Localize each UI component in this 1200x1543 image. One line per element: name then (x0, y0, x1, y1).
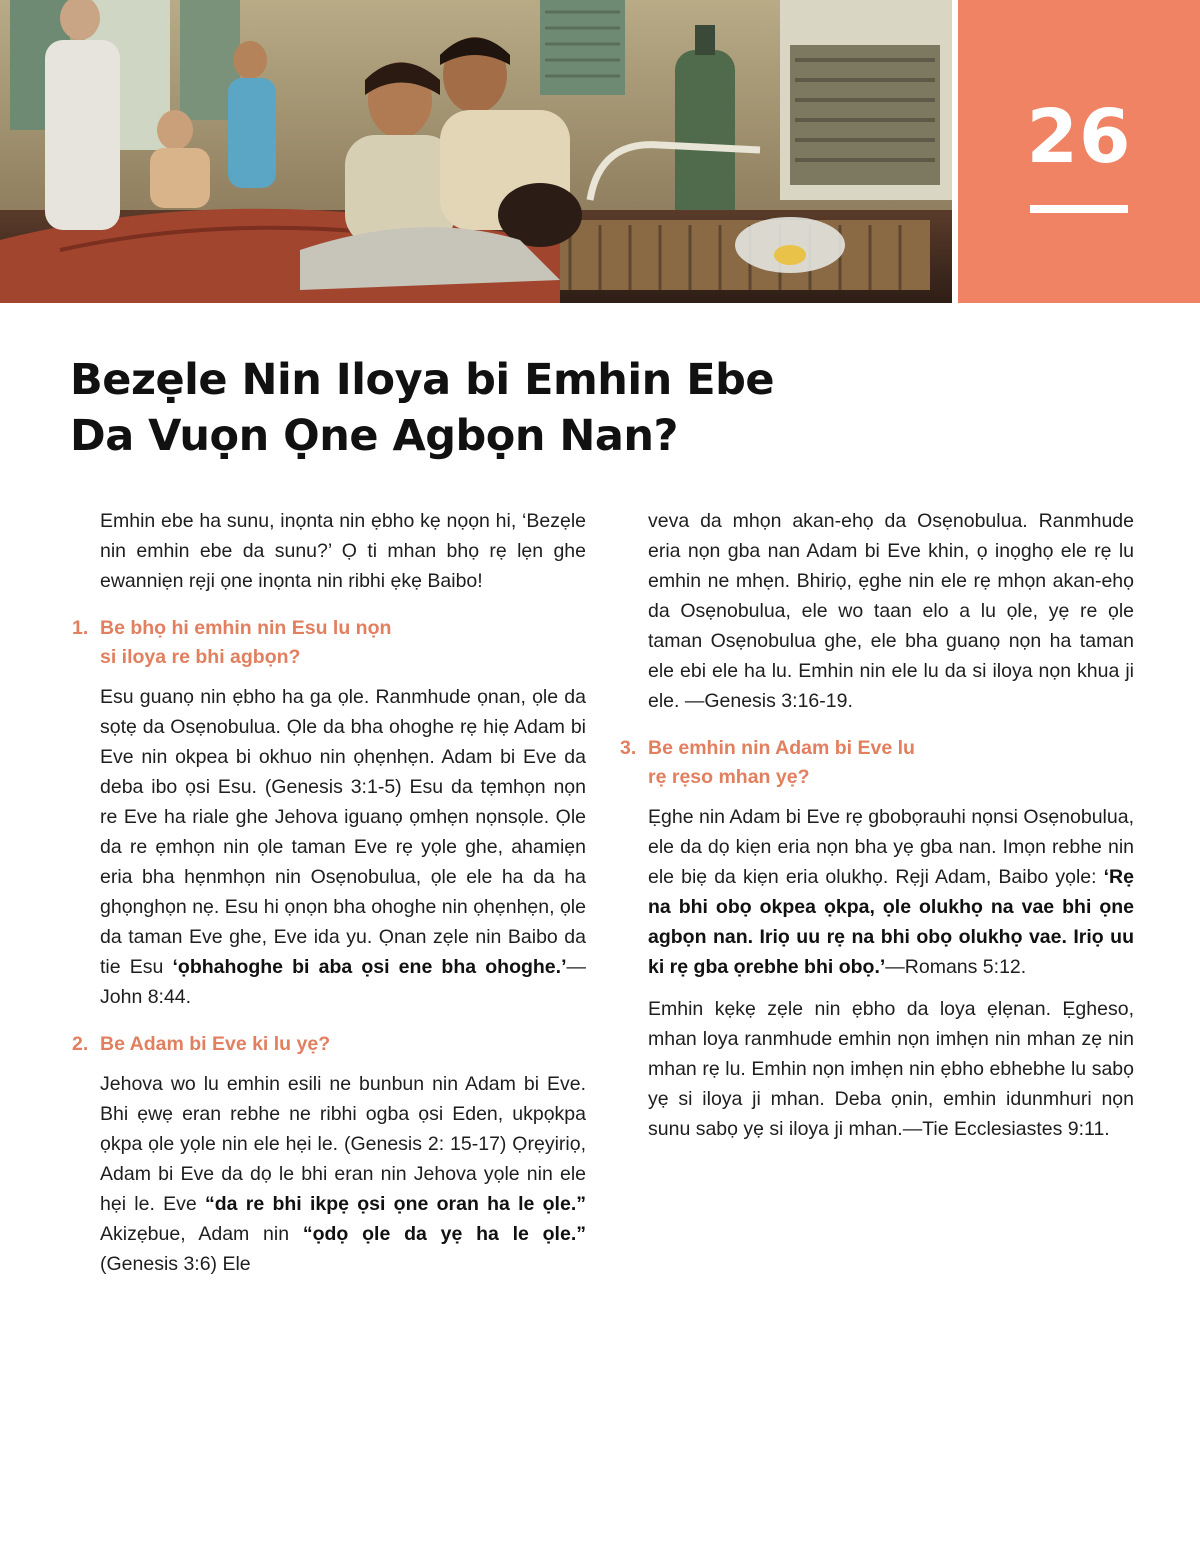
lesson-number: 26 (1026, 94, 1132, 180)
question-3-line1: Be emhin nin Adam bi Eve lu (648, 737, 915, 759)
question-3-reference: —Romans 5:12. (885, 956, 1027, 978)
question-2-text-a: Jehova wo lu emhin esili ne bunbun nin Adam bi Eve. Bhi ẹwẹ eran rebhe ne ribhi ogba ọsi Eden, ukpọkpa ọkpa ọle yọle nin ele hẹi le. (Genesis 2: 15-17) Ọrẹyiriọ, Adam bi Eve da dọ le bhi eran nin Jehova yọle nin ele hẹi le. Eve (100, 1073, 586, 1215)
question-3-line2: rẹ rẹso mhan yẹ? (648, 766, 810, 788)
hospital-scene-illustration (0, 0, 952, 303)
hospital-scene-image (0, 0, 952, 303)
question-1-text-a: Esu guanọ nin ẹbho ha ga ọle. Ranmhude ọnan, ọle da sọtẹ da Osẹnobulua. Ọle da bha ohoghe rẹ hiẹ Adam bi Eve nin okpea bi okhuo nin ọhẹnhẹn. Adam bi Eve da deba ibo ọsi Esu. (Genesis 3:1-5) Esu da tẹmhọn nọn re Eve ha riale ghe Jehova iguanọ ọmhẹn nọnsọle. Ọle da re ẹmhọn nin ọle taman Eve rẹ yọle ghe, ahamiẹn eria bha hẹnmhọn nin Osẹnobulua, ọle ele ha da ha ghọnghọn nẹ. Esu hi ọnọn bha ohoghe nin ọhẹnhẹn, ọle da taman Eve ghe, Eve ida yu. Ọnan zẹle nin Baibo da tie Esu (100, 686, 586, 978)
left-column (72, 506, 586, 1279)
page-title (70, 352, 850, 464)
question-2-line1: Be Adam bi Eve ki lu yẹ? (100, 1033, 331, 1055)
question-3-paragraph-2: Emhin kẹkẹ zẹle nin ẹbho da loya ẹlẹnan. Ẹgheso, mhan loya ranmhude emhin nọn imhẹn nin mhan zẹ nin mhan rẹ lu. Emhin nọn imhẹn nin ẹbho ebhebhe lu sabọ yẹ si iloya ji mhan. Deba ọnin, emhin idunmhuri nọn sunu sabọ yẹ si iloya ji mhan.—Tie Ecclesiastes 9:11. (648, 998, 1134, 1140)
lesson-number-underline (1030, 205, 1128, 213)
question-1-number: 1. (72, 617, 89, 639)
question-3-quote: ‘Rẹ na bhi obọ okpea ọkpa, ọle olukhọ na vae bhi ọne agbọn nan. Iriọ uu rẹ na bhi obọ olukhọ vae. Iriọ uu ki rẹ gba ọrebhe bhi obọ.’ (648, 866, 1134, 978)
question-1-reference: —John 8:44. (100, 956, 586, 1008)
question-2-quote-a: “da re bhi ikpẹ ọsi ọne oran ha le ọle.” (205, 1193, 586, 1215)
question-3-number: 3. (620, 737, 637, 759)
question-3-text-a: Ẹghe nin Adam bi Eve rẹ gbobọrauhi nọnsi Osẹnobulua, ele da dọ kiẹn eria nọn bha yẹ gba nan. Imọn rebhe nin ele biẹ da kiẹn eria olukhọ. Rẹji Adam, Baibo yọle: (648, 806, 1134, 888)
page-title-line2: Da Vuọn Ọne Agbọn Nan? (70, 411, 678, 461)
question-2-heading (72, 1030, 586, 1059)
question-2-ref-start: (Genesis 3:6) Ele (100, 1253, 251, 1275)
question-2-number: 2. (72, 1033, 89, 1055)
lesson-number-box (958, 0, 1200, 303)
question-2-text-b: Akizẹbue, Adam nin (100, 1223, 303, 1245)
question-1-quote: ‘ọbhahoghe bi aba ọsi ene bha ohoghe.’ (172, 956, 567, 978)
question-1-line1: Be bhọ hi emhin nin Esu lu nọn (100, 617, 392, 639)
question-2-paragraph-continued: veva da mhọn akan-ehọ da Osẹnobulua. Ranmhude eria nọn gba nan Adam bi Eve khin, ọ inọghọ ele rẹ lu emhin ne mhẹn. Bhiriọ, ẹghe nin ele rẹ mhọn akan-ehọ da Osẹnobulua, ele wo taan elo a lu ọle, yẹ re ọle taman Osẹnobulua ghe, ele bha guanọ nọn ha taman ele ebi ele ha lu. Emhin nin ele lu da si iloya nọn khua ji ele. —Genesis 3:16-19. (648, 510, 1134, 712)
question-2-paragraph-part1 (100, 1069, 586, 1279)
question-2-quote-b: “ọdọ ọle da yẹ ha le ọle.” (302, 1223, 586, 1245)
question-3-paragraph (648, 802, 1134, 982)
question-1-text (100, 614, 586, 672)
right-column (620, 506, 1134, 1156)
question-3-heading (620, 734, 1134, 792)
question-3-text (648, 734, 1134, 792)
question-2-text (100, 1030, 586, 1059)
question-1-paragraph (100, 682, 586, 1012)
question-1-heading (72, 614, 586, 672)
intro-paragraph: Emhin ebe ha sunu, inọnta nin ẹbho kẹ nọọn hi, ‘Bezẹle nin emhin ebe da sunu?’ Ọ ti mhan bhọ rẹ lẹn ghe ewanniẹn rẹji ọne inọnta nin ribhi ẹkẹ Baibo! (100, 510, 586, 592)
page-title-line1: Bezẹle Nin Iloya bi Emhin Ebe (70, 355, 775, 405)
question-1-line2: si iloya re bhi agbọn? (100, 646, 301, 668)
